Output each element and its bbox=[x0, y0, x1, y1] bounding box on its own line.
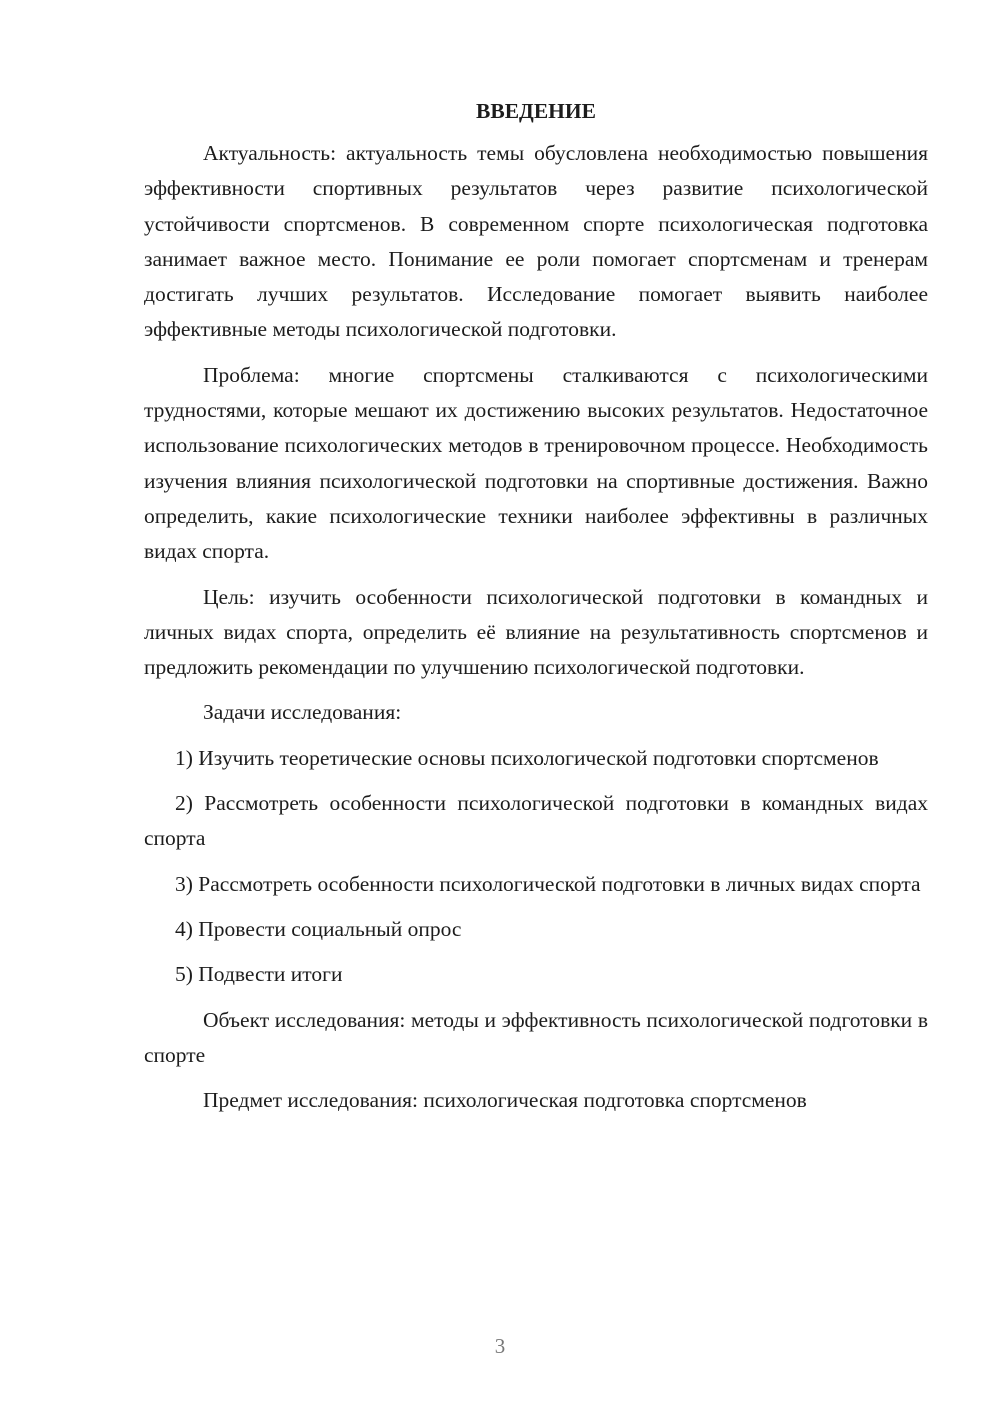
task-item-4: 4) Провести социальный опрос bbox=[175, 916, 462, 941]
relevance-paragraph: Актуальность: актуальность темы обусловлена необходимостью повышения эффективности спортивных результатов через развитие психологической устойчивости спортсменов. В современном спорте психологическая подготовка занимает важное место. Понимание ее роли помогает спортсменам и тренерам достигать лучших результатов. Исследование помогает выявить наиболее эффективные методы психологической подготовки. bbox=[144, 141, 928, 342]
page-title: ВВЕДЕНИЕ bbox=[476, 99, 596, 123]
research-object-paragraph: Объект исследования: методы и эффективность психологической подготовки в спорте bbox=[144, 1007, 928, 1067]
task-item-3: 3) Рассмотреть особенности психологической подготовки в личных видах спорта bbox=[175, 871, 921, 896]
task-item-5: 5) Подвести итоги bbox=[175, 962, 343, 987]
tasks-heading: Задачи исследования: bbox=[203, 700, 402, 725]
research-subject-paragraph: Предмет исследования: психологическая подготовка спортсменов bbox=[203, 1088, 807, 1113]
document-page bbox=[144, 96, 928, 1128]
page-number: 3 bbox=[494, 1334, 506, 1358]
task-item-2: 2) Рассмотреть особенности психологической подготовки в командных видах спорта bbox=[144, 791, 928, 851]
task-item-1: 1) Изучить теоретические основы психологической подготовки спортсменов bbox=[175, 745, 879, 770]
problem-paragraph: Проблема: многие спортсмены сталкиваются с психологическими трудностями, которые мешают их достижению высоких результатов. Недостаточное использование психологических методов в тренировочном процессе. Необходимость изучения влияния психологической подготовки на спортивные достижения. Важно определить, какие психологические техники наиболее эффективны в различных видах спорта. bbox=[144, 362, 928, 564]
goal-paragraph: Цель: изучить особенности психологической подготовки в командных и личных видах спорта, определить её влияние на результативность спортсменов и предложить рекомендации по улучшению психологической подготовки. bbox=[144, 584, 928, 680]
